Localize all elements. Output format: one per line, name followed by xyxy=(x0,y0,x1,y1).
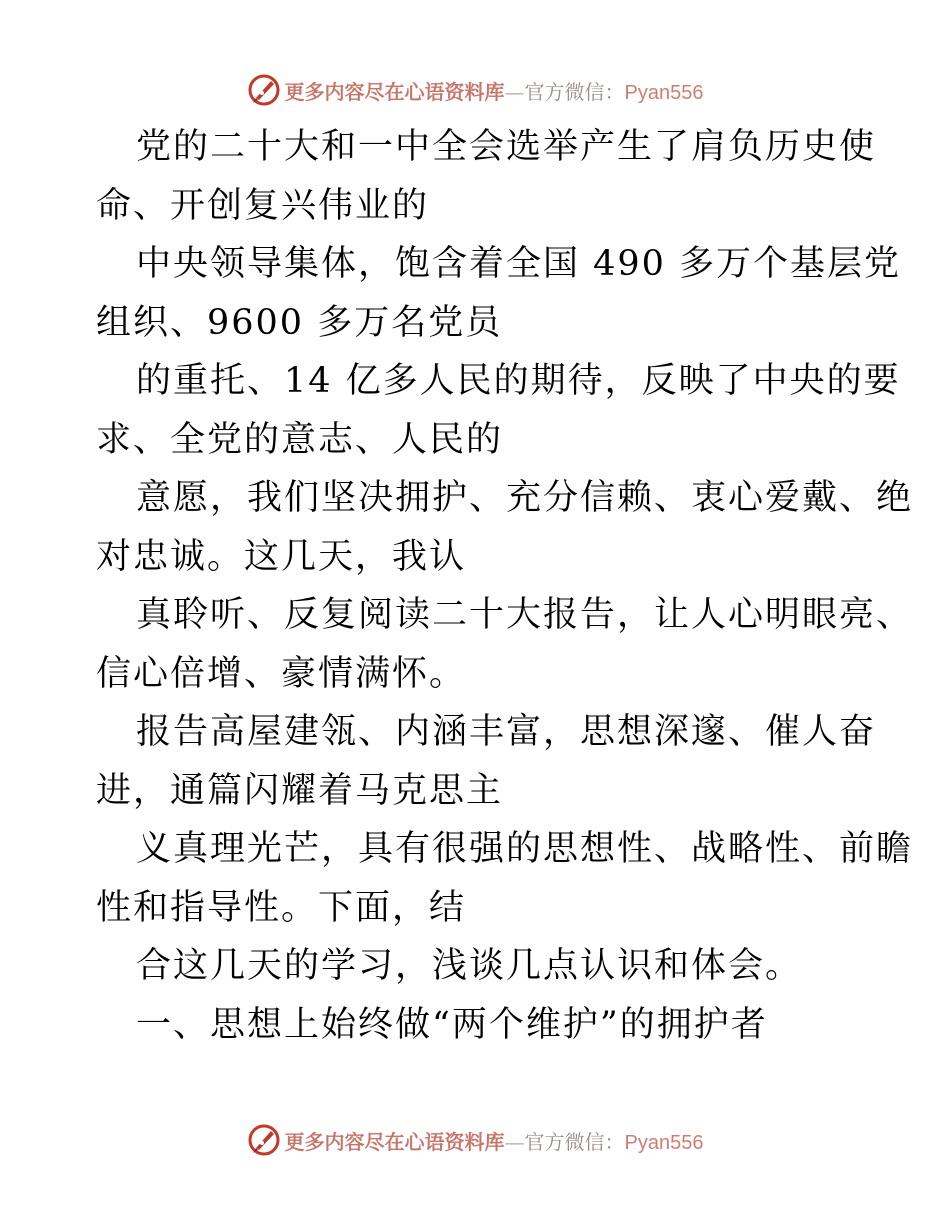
footer-watermark-banner xyxy=(0,1120,950,1160)
watermark-dash: — xyxy=(504,79,525,104)
document-body xyxy=(96,118,914,1054)
body-line: 的重托、14 亿多人民的期待，反映了中央的要 xyxy=(136,361,901,401)
quill-pen-logo-icon xyxy=(247,1123,281,1157)
body-line: 信心倍增、豪情满怀。 xyxy=(96,653,467,694)
body-line: 对忠诚。这几天，我认 xyxy=(96,536,467,577)
body-line: 进，通篇闪耀着马克思主 xyxy=(96,770,504,811)
watermark-wechat-id: Pyan556 xyxy=(624,1131,704,1154)
body-line: 意愿，我们坚决拥护、充分信赖、衷心爱戴、绝 xyxy=(136,478,914,518)
body-line: 义真理光芒，具有很强的思想性、战略性、前瞻 xyxy=(136,829,914,869)
body-line: 党的二十大和一中全会选举产生了肩负历史使 xyxy=(136,127,877,167)
body-line: 命、开创复兴伟业的 xyxy=(96,185,430,226)
body-line: 报告高屋建瓴、内涵丰富，思想深邃、催人奋 xyxy=(136,712,877,752)
body-line: 合这几天的学习，浅谈几点认识和体会。 xyxy=(136,946,803,986)
header-watermark-banner xyxy=(0,70,950,110)
body-line: 真聆听、反复阅读二十大报告，让人心明眼亮、 xyxy=(136,595,914,635)
watermark-wechat-label: 官方微信： xyxy=(524,79,625,104)
section-heading: 一、思想上始终做“两个维护”的拥护者 xyxy=(136,1004,768,1045)
body-line: 组织、9600 多万名党员 xyxy=(96,302,503,343)
quill-pen-logo-icon xyxy=(247,73,281,107)
body-line: 中央领导集体，饱含着全国 490 多万个基层党 xyxy=(136,244,902,284)
watermark-wechat-label: 官方微信： xyxy=(524,1129,625,1154)
watermark-dash: — xyxy=(504,1129,525,1154)
body-line: 性和指导性。下面，结 xyxy=(96,887,467,928)
body-line: 求、全党的意志、人民的 xyxy=(96,419,504,460)
watermark-wechat-id: Pyan556 xyxy=(624,81,704,104)
watermark-main-text: 更多内容尽在心语资料库 xyxy=(284,1129,505,1154)
watermark-main-text: 更多内容尽在心语资料库 xyxy=(284,79,505,104)
